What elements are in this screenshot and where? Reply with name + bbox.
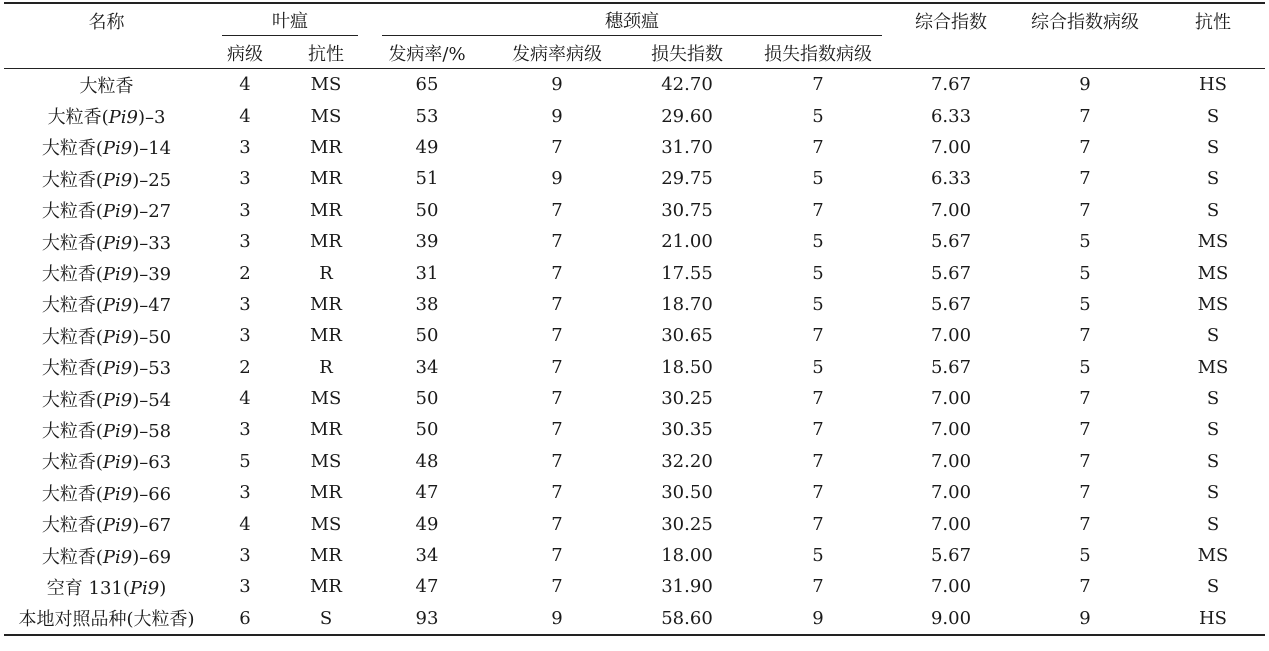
cell-leaf-grade: 3 — [239, 293, 251, 315]
cell-leaf-resistance: S — [281, 603, 371, 635]
cell-incidence: 50 — [415, 325, 439, 347]
table-row — [4, 508, 1265, 539]
cell-leaf-grade: 3 — [239, 482, 251, 504]
cell-incidence-grade: 7 — [551, 419, 563, 441]
cell-composite-grade: 7 — [1079, 168, 1091, 190]
cell-composite-index: 5.67 — [930, 231, 972, 253]
cell-loss-index: 29.60 — [661, 105, 713, 127]
cell-leaf-grade: 3 — [239, 325, 251, 347]
cell-name-pre: 大粒香( — [41, 358, 103, 380]
cell-loss-index: 31.90 — [661, 576, 713, 598]
cell-loss-index: 29.75 — [661, 168, 713, 190]
cell-incidence: 31 — [415, 262, 439, 284]
cell-name-post: )–54 — [132, 389, 172, 411]
cell-composite-grade: 5 — [1079, 545, 1091, 567]
cell-leaf-resistance: MS — [310, 388, 342, 410]
cell-resistance: S — [1206, 450, 1220, 472]
cell-loss-grade: 7 — [812, 325, 824, 347]
table-row — [4, 163, 1265, 194]
cell-resistance: HS — [1198, 74, 1228, 96]
cell-name — [4, 226, 209, 257]
cell-incidence: 47 — [415, 576, 439, 598]
cell-loss-index: 17.55 — [661, 262, 713, 284]
cell-leaf-resistance: R — [319, 356, 333, 378]
cell-composite-index: 9.00 — [893, 603, 1009, 635]
cell-loss-grade: 5 — [812, 356, 824, 378]
cell-name — [4, 540, 209, 571]
cell-leaf-resistance: MS — [310, 74, 342, 96]
cell-incidence: 34 — [415, 356, 439, 378]
cell-resistance: S — [1206, 199, 1220, 221]
cell-leaf-resistance: MR — [310, 419, 342, 441]
cell-composite-index: 5.67 — [930, 293, 972, 315]
cell-composite-grade: 7 — [1079, 105, 1091, 127]
cell-loss-grade: 7 — [812, 199, 824, 221]
cell-name — [4, 132, 209, 163]
cell-loss-index: 31.70 — [661, 136, 713, 158]
cell-name-it: Pi9 — [102, 515, 133, 537]
cell-composite-index: 7.00 — [930, 482, 972, 504]
cell-composite-index: 5.67 — [930, 545, 972, 567]
cell-name-it: Pi9 — [102, 201, 133, 223]
cell-name-post: )–25 — [132, 169, 172, 191]
cell-name-post: )–39 — [132, 264, 172, 286]
cell-composite-index: 7.00 — [930, 513, 972, 535]
header-incidence: 发病率/% — [371, 38, 483, 69]
cell-loss-grade: 7 — [812, 576, 824, 598]
cell-name-pre: 大粒香( — [47, 107, 109, 129]
cell-name-pre: 大粒香 — [79, 75, 134, 97]
table-row — [4, 257, 1265, 288]
cell-leaf-resistance: MR — [310, 231, 342, 253]
cell-name-pre: 大粒香( — [41, 515, 103, 537]
cell-loss-grade: 5 — [812, 262, 824, 284]
cell-composite-grade: 7 — [1079, 419, 1091, 441]
cell-incidence-grade: 9 — [551, 74, 563, 96]
cell-leaf-resistance: MR — [310, 293, 342, 315]
cell-incidence: 48 — [415, 450, 439, 472]
cell-leaf-resistance: MR — [310, 576, 342, 598]
cell-leaf-grade: 3 — [239, 136, 251, 158]
cell-leaf-resistance: MS — [310, 450, 342, 472]
cell-incidence-grade: 7 — [551, 356, 563, 378]
cell-composite-index: 7.00 — [930, 388, 972, 410]
header-leaf-grade: 病级 — [209, 38, 281, 69]
cell-composite-grade: 7 — [1079, 388, 1091, 410]
cell-name-it: Pi9 — [102, 169, 133, 191]
cell-incidence-grade: 7 — [551, 325, 563, 347]
cell-incidence: 53 — [415, 105, 439, 127]
header-panicle-blast — [371, 3, 893, 38]
blast-resistance-table — [4, 2, 1265, 636]
cell-composite-grade: 7 — [1079, 482, 1091, 504]
cell-composite-index: 5.67 — [930, 262, 972, 284]
cell-name-pre: 大粒香( — [41, 483, 103, 505]
table-row — [4, 195, 1265, 226]
cell-incidence-grade: 7 — [551, 136, 563, 158]
cell-name-post: )–47 — [132, 295, 172, 317]
cell-incidence-grade: 7 — [551, 199, 563, 221]
cell-incidence-grade: 7 — [551, 576, 563, 598]
cell-leaf-resistance: MR — [310, 325, 342, 347]
cell-name-post: )–33 — [132, 232, 172, 254]
cell-composite-index: 6.33 — [930, 168, 972, 190]
cell-name — [4, 603, 209, 635]
cell-name-it: Pi9 — [102, 389, 133, 411]
cell-loss-index: 21.00 — [661, 231, 713, 253]
cell-incidence: 93 — [371, 603, 483, 635]
header-composite-index: 综合指数 — [893, 3, 1009, 69]
cell-name-it: Pi9 — [102, 232, 133, 254]
cell-loss-grade: 5 — [812, 545, 824, 567]
cell-name — [4, 446, 209, 477]
cell-name-post: )–14 — [132, 138, 172, 160]
cell-loss-index: 30.35 — [661, 419, 713, 441]
table-row — [4, 100, 1265, 131]
cell-name-post: )–66 — [132, 483, 172, 505]
header-loss-index: 损失指数 — [631, 38, 743, 69]
table-row — [4, 540, 1265, 571]
cell-loss-grade: 5 — [812, 105, 824, 127]
cell-leaf-resistance: MS — [310, 513, 342, 535]
cell-name-post: )–3 — [137, 107, 166, 129]
cell-leaf-grade: 3 — [239, 545, 251, 567]
cell-composite-grade: 5 — [1079, 231, 1091, 253]
cell-name-it: Pi9 — [102, 295, 133, 317]
cell-composite-index: 7.00 — [930, 419, 972, 441]
table-row — [4, 226, 1265, 257]
cell-name-it: Pi9 — [102, 483, 133, 505]
cell-loss-index: 42.70 — [661, 74, 713, 96]
cell-name-post: ) — [159, 577, 167, 599]
cell-incidence-grade: 9 — [551, 168, 563, 190]
cell-leaf-grade: 3 — [239, 231, 251, 253]
cell-name-pre: 大粒香( — [41, 326, 103, 348]
cell-composite-index: 7.00 — [930, 576, 972, 598]
table-row — [4, 69, 1265, 101]
cell-name-post: )–53 — [132, 358, 172, 380]
header-name: 名称 — [4, 3, 209, 69]
cell-name — [4, 414, 209, 445]
cell-composite-grade: 7 — [1079, 325, 1091, 347]
cell-name-pre: 大粒香( — [41, 138, 103, 160]
cell-resistance: S — [1206, 513, 1220, 535]
cell-incidence-grade: 7 — [551, 482, 563, 504]
cell-composite-grade: 7 — [1079, 576, 1091, 598]
cell-loss-grade: 9 — [743, 603, 893, 635]
cell-loss-index: 30.75 — [661, 199, 713, 221]
table-row — [4, 414, 1265, 445]
cell-incidence-grade: 7 — [551, 293, 563, 315]
cell-resistance: HS — [1161, 603, 1265, 635]
cell-composite-index: 7.00 — [930, 450, 972, 472]
cell-name-pre: 大粒香( — [41, 169, 103, 191]
cell-incidence-grade: 7 — [551, 388, 563, 410]
cell-name-pre: 大粒香( — [41, 295, 103, 317]
cell-incidence: 50 — [415, 419, 439, 441]
cell-loss-grade: 7 — [812, 482, 824, 504]
cell-leaf-resistance: MR — [310, 545, 342, 567]
cell-leaf-resistance: MR — [310, 199, 342, 221]
cell-composite-grade: 7 — [1079, 199, 1091, 221]
table-row — [4, 446, 1265, 477]
cell-incidence: 65 — [415, 74, 439, 96]
header-resistance: 抗性 — [1161, 3, 1265, 69]
cell-composite-index: 7.00 — [930, 199, 972, 221]
header-leaf-blast — [209, 3, 371, 38]
cell-resistance: S — [1206, 325, 1220, 347]
cell-leaf-grade: 3 — [239, 576, 251, 598]
cell-loss-grade: 7 — [812, 74, 824, 96]
table-row — [4, 477, 1265, 508]
cell-resistance: S — [1206, 482, 1220, 504]
cell-composite-index: 7.00 — [930, 325, 972, 347]
table-row — [4, 383, 1265, 414]
cell-incidence: 50 — [415, 199, 439, 221]
cell-name-it: Pi9 — [102, 326, 133, 348]
cell-name-post: )–50 — [132, 326, 172, 348]
header-leaf-resistance: 抗性 — [281, 38, 371, 69]
cell-incidence: 50 — [415, 388, 439, 410]
cell-loss-index: 58.60 — [631, 603, 743, 635]
cell-leaf-grade: 5 — [239, 450, 251, 472]
cell-leaf-resistance: MS — [310, 105, 342, 127]
cell-incidence-grade: 7 — [551, 231, 563, 253]
cell-loss-index: 30.50 — [661, 482, 713, 504]
cell-name-pre: 大粒香( — [41, 420, 103, 442]
cell-name-it: Pi9 — [102, 452, 133, 474]
cell-leaf-grade: 6 — [209, 603, 281, 635]
cell-name — [4, 508, 209, 539]
cell-resistance: S — [1206, 136, 1220, 158]
cell-name-it: Pi9 — [108, 107, 138, 129]
cell-leaf-grade: 3 — [239, 168, 251, 190]
table-row — [4, 352, 1265, 383]
cell-name-pre: 本地对照品种(大粒香) — [18, 609, 195, 631]
cell-name — [4, 69, 209, 101]
cell-name — [4, 352, 209, 383]
cell-name-pre: 空育 131( — [46, 577, 130, 599]
cell-leaf-grade: 4 — [239, 74, 251, 96]
cell-resistance: MS — [1197, 231, 1229, 253]
cell-name — [4, 383, 209, 414]
cell-loss-index: 32.20 — [661, 450, 713, 472]
cell-incidence-grade: 7 — [551, 513, 563, 535]
cell-resistance: S — [1206, 388, 1220, 410]
cell-name-pre: 大粒香( — [41, 232, 103, 254]
cell-composite-index: 7.67 — [930, 74, 972, 96]
cell-loss-index: 30.65 — [661, 325, 713, 347]
table-body — [4, 69, 1265, 636]
cell-name-post: )–69 — [132, 546, 172, 568]
cell-loss-index: 18.00 — [661, 545, 713, 567]
cell-composite-index: 7.00 — [930, 136, 972, 158]
cell-name — [4, 257, 209, 288]
cell-composite-grade: 7 — [1079, 450, 1091, 472]
cell-loss-grade: 5 — [812, 293, 824, 315]
cell-composite-grade: 5 — [1079, 293, 1091, 315]
cell-composite-grade: 7 — [1079, 513, 1091, 535]
cell-resistance: MS — [1197, 262, 1229, 284]
cell-name — [4, 571, 209, 602]
cell-name-post: )–27 — [132, 201, 172, 223]
cell-loss-grade: 7 — [812, 388, 824, 410]
cell-leaf-grade: 4 — [239, 388, 251, 410]
cell-composite-index: 5.67 — [930, 356, 972, 378]
cell-name-pre: 大粒香( — [41, 201, 103, 223]
cell-leaf-resistance: MR — [310, 482, 342, 504]
header-incidence-grade: 发病率病级 — [483, 38, 631, 69]
cell-loss-index: 18.70 — [661, 293, 713, 315]
cell-name-pre: 大粒香( — [41, 546, 103, 568]
cell-name-it: Pi9 — [102, 546, 133, 568]
cell-composite-grade: 9 — [1079, 74, 1091, 96]
cell-name-it: Pi9 — [102, 420, 133, 442]
cell-leaf-grade: 3 — [239, 199, 251, 221]
cell-loss-index: 18.50 — [661, 356, 713, 378]
cell-loss-index: 30.25 — [661, 513, 713, 535]
cell-incidence: 49 — [415, 136, 439, 158]
cell-leaf-resistance: MR — [310, 136, 342, 158]
header-row-group — [4, 3, 1265, 38]
cell-incidence-grade: 9 — [551, 105, 563, 127]
cell-name-it: Pi9 — [102, 358, 133, 380]
table-row — [4, 320, 1265, 351]
cell-leaf-grade: 4 — [239, 513, 251, 535]
cell-incidence-grade: 7 — [551, 450, 563, 472]
header-composite-grade: 综合指数病级 — [1009, 3, 1161, 69]
cell-leaf-grade: 2 — [239, 262, 251, 284]
cell-loss-grade: 7 — [812, 450, 824, 472]
cell-name-pre: 大粒香( — [41, 264, 103, 286]
cell-resistance: S — [1206, 419, 1220, 441]
cell-loss-grade: 5 — [812, 231, 824, 253]
cell-composite-grade: 5 — [1079, 356, 1091, 378]
cell-name-pre: 大粒香( — [41, 389, 103, 411]
cell-incidence: 34 — [415, 545, 439, 567]
cell-leaf-grade: 3 — [239, 419, 251, 441]
cell-name — [4, 195, 209, 226]
cell-name-it: Pi9 — [129, 577, 160, 599]
cell-loss-grade: 7 — [812, 419, 824, 441]
cell-loss-grade: 7 — [812, 513, 824, 535]
cell-incidence-grade: 7 — [551, 262, 563, 284]
cell-incidence: 47 — [415, 482, 439, 504]
table-row — [4, 603, 1265, 635]
cell-name-it: Pi9 — [102, 264, 133, 286]
cell-leaf-resistance: R — [319, 262, 333, 284]
cell-name-post: )–63 — [132, 452, 172, 474]
cell-resistance: MS — [1197, 293, 1229, 315]
cell-loss-grade: 5 — [812, 168, 824, 190]
header-leaf-blast-label: 叶瘟 — [222, 7, 358, 36]
cell-incidence: 38 — [415, 293, 439, 315]
cell-composite-grade: 7 — [1079, 136, 1091, 158]
cell-resistance: S — [1206, 105, 1220, 127]
cell-resistance: MS — [1197, 356, 1229, 378]
table-row — [4, 132, 1265, 163]
cell-resistance: S — [1206, 168, 1220, 190]
cell-name-post: )–58 — [132, 420, 172, 442]
cell-name-pre: 大粒香( — [41, 452, 103, 474]
header-loss-grade: 损失指数病级 — [743, 38, 893, 69]
cell-incidence: 49 — [415, 513, 439, 535]
cell-name-it: Pi9 — [102, 138, 133, 160]
cell-composite-index: 6.33 — [930, 105, 972, 127]
cell-leaf-grade: 4 — [239, 105, 251, 127]
cell-name — [4, 477, 209, 508]
table-container — [4, 2, 1265, 636]
cell-leaf-grade: 2 — [239, 356, 251, 378]
cell-incidence-grade: 7 — [551, 545, 563, 567]
cell-loss-index: 30.25 — [661, 388, 713, 410]
cell-resistance: MS — [1197, 545, 1229, 567]
cell-name — [4, 163, 209, 194]
cell-leaf-resistance: MR — [310, 168, 342, 190]
cell-resistance: S — [1206, 576, 1220, 598]
table-row — [4, 289, 1265, 320]
cell-name — [4, 100, 209, 131]
cell-loss-grade: 7 — [812, 136, 824, 158]
cell-name — [4, 289, 209, 320]
cell-name-post: )–67 — [132, 515, 172, 537]
cell-incidence-grade: 9 — [483, 603, 631, 635]
header-panicle-blast-label: 穗颈瘟 — [382, 7, 882, 36]
cell-composite-grade: 5 — [1079, 262, 1091, 284]
cell-name — [4, 320, 209, 351]
table-row — [4, 571, 1265, 602]
cell-incidence: 51 — [415, 168, 439, 190]
cell-incidence: 39 — [415, 231, 439, 253]
cell-composite-grade: 9 — [1009, 603, 1161, 635]
